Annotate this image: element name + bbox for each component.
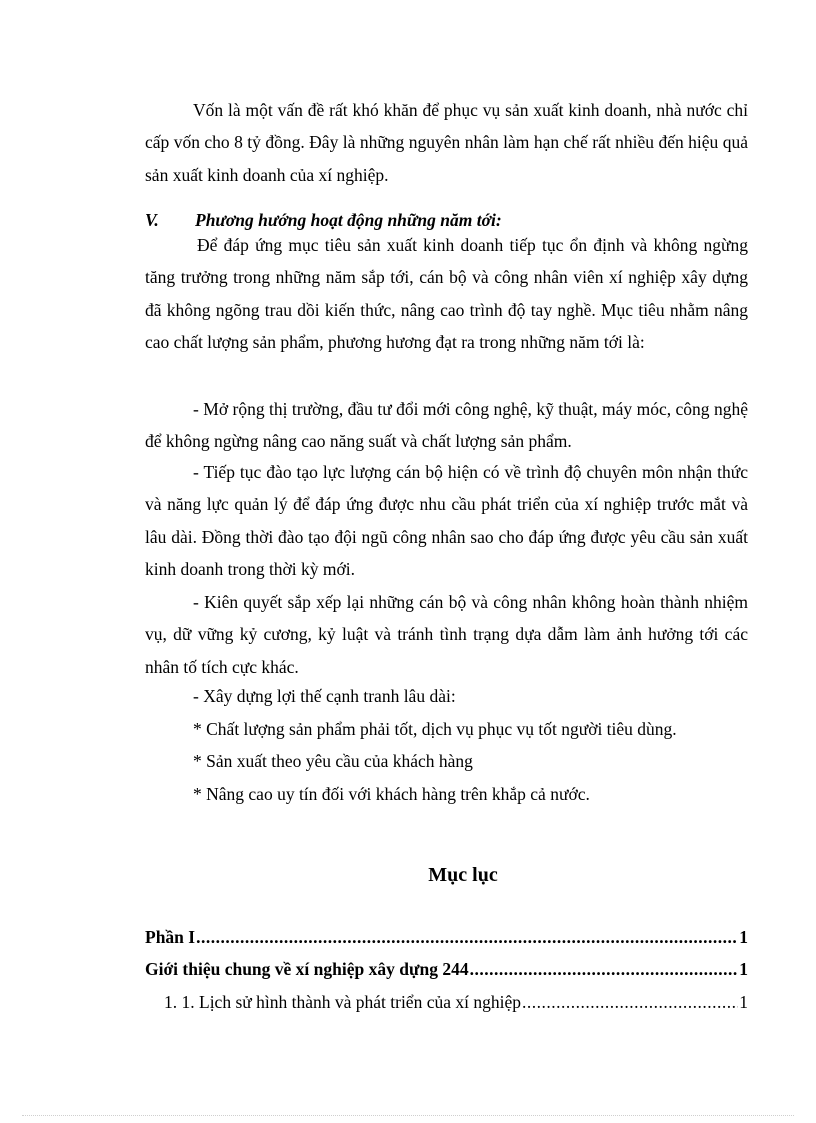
paragraph-reorganize: - Kiên quyết sắp xếp lại những cán bộ và công nhân không hoàn thành nhiệm vụ, dữ vững kỷ cương, kỷ luật và tránh tình trạng dựa dẫm làm ảnh hưởng tới các nhân tố tích cực khác. <box>145 592 748 677</box>
toc-entry-page: 1 <box>739 992 748 1012</box>
toc-entry-page: 1 <box>739 959 748 979</box>
list-item-product-quality: * Chất lượng sản phẩm phải tốt, dịch vụ phục vụ tốt người tiêu dùng. <box>193 719 677 739</box>
toc-entry-page: 1 <box>739 927 748 947</box>
list-item-competitive-advantage: - Xây dựng lợi thế cạnh tranh lâu dài: <box>193 686 456 706</box>
toc-dot-leader <box>196 923 738 951</box>
toc-dot-leader <box>522 988 738 1016</box>
toc-entry-label: Giới thiệu chung về xí nghiệp xây dựng 244 <box>145 959 469 979</box>
toc-entry[interactable] <box>164 988 748 1016</box>
paragraph-objectives: Để đáp ứng mục tiêu sản xuất kinh doanh tiếp tục ổn định và không ngừng tăng trưởng trong những năm sắp tới, cán bộ và công nhân viên xí nghiệp xây dựng đã không ngõng trau dồi kiến thức, nâng cao trình độ tay nghề. Mục tiêu nhằm nâng cao chất lượng sản phẩm, phương hương đạt ra trong những năm tới là: <box>145 235 748 353</box>
toc-entry-label: 1. 1. Lịch sử hình thành và phát triển của xí nghiệp <box>164 992 521 1012</box>
toc-entry[interactable] <box>145 955 748 983</box>
paragraph-expand-market: - Mở rộng thị trường, đầu tư đổi mới công nghệ, kỹ thuật, máy móc, công nghệ để không ngừng nâng cao năng suất và chất lượng sản phẩm. <box>145 399 748 452</box>
toc-dot-leader <box>470 955 739 983</box>
section-title: Phương hướng hoạt động những năm tới: <box>195 210 502 230</box>
paragraph-capital: Vốn là một vấn đề rất khó khăn để phục vụ sản xuất kinh doanh, nhà nước chỉ cấp vốn cho 8 tỷ đồng. Đây là những nguyên nhân làm hạn chế rất nhiều đến hiệu quả sản xuất kinh doanh của xí nghiệp. <box>145 100 748 185</box>
list-item-reputation: * Nâng cao uy tín đối với khách hàng trên khắp cả nước. <box>193 784 590 804</box>
toc-entry[interactable] <box>145 923 748 951</box>
toc-title: Mục lục <box>428 864 498 886</box>
page-bottom-rule <box>22 1115 794 1116</box>
paragraph-training: - Tiếp tục đào tạo lực lượng cán bộ hiện có về trình độ chuyên môn nhận thức và năng lực quản lý để đáp ứng được nhu cầu phát triển của xí nghiệp trước mắt và lâu dài. Đồng thời đào tạo đội ngũ công nhân sao cho đáp ứng được yêu cầu sản xuất kinh doanh trong thời kỳ mới. <box>145 462 748 580</box>
toc-entry-label: Phần I <box>145 927 196 947</box>
section-number: V. <box>145 210 159 230</box>
list-item-customer-demand: * Sản xuất theo yêu cầu của khách hàng <box>193 751 473 771</box>
